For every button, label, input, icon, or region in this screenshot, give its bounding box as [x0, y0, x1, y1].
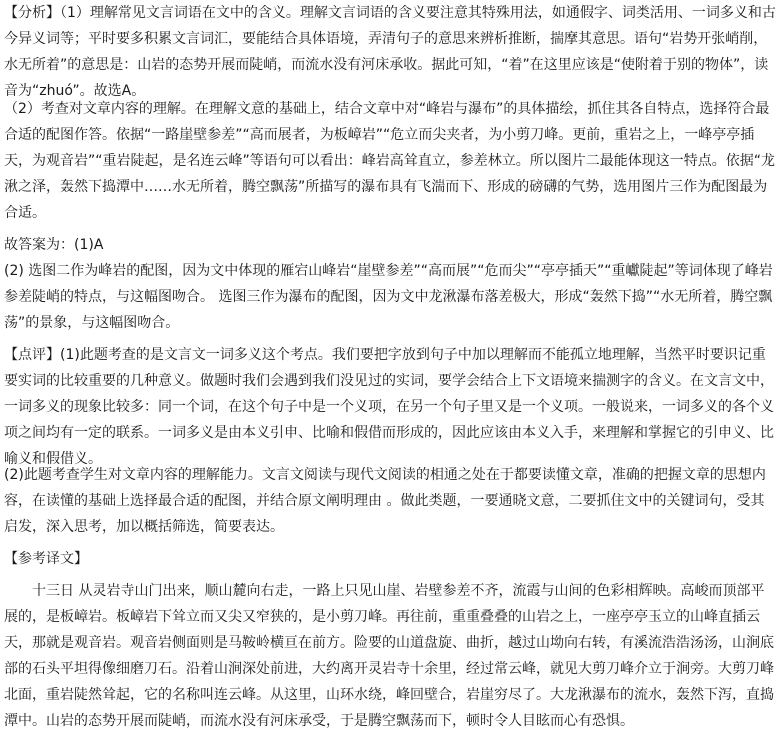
analysis-paragraph-1: 【分析】（1）理解常见文言词语在文中的含义。理解文言词语的含义要注意其特殊用法，如通假字、词类活用、一词多义和古今异义词等；平时要多积累文言词汇，要能结合具体语境，弄清句子的意思来辨析推断，揣摩其意思。语句“岩势开张峭削，水无所着”的意思是：山岩的态势开展而陡峭，而流水没有河床承收。据此可知，“着”在这里应该是“使附着于别的物体”，读音为“zhuó”。故选A。 [4, 5, 776, 99]
comment-paragraph-1: 【点评】(1)此题考查的是文言文一词多义这个考点。我们要把字放到句子中加以理解而不能孤立地理解，当然平时要识记重要实词的比较重要的几种意义。做题时我们会遇到我们没见过的实词，要学会结合上下文语境来揣测字的含义。在文言文中，一词多义的现象比较多：同一个词，在这个句子中是一个义项，在另一个句子里又是一个义项。一般说来，一词多义的各个义项之间均有一定的联系。一词多义是由本义引申、比喻和假借而形成的，因此应该由本义入手，来理解和掌握它的引申义、比喻义和假借义。 [4, 347, 774, 467]
comment-paragraph-2: (2)此题考查学生对文章内容的理解能力。文言文阅读与现代文阅读的相通之处在于都要读懂文章，准确的把握文章的思想内容，在读懂的基础上选择最合适的配图，并结合原文阐明理由 。做此类题，一要通晓文意，二要抓住文中的关键词句，受其启发，深入思考，加以概括筛选，简要表达。 [4, 467, 766, 535]
answer-line-1: 故答案为：(1)A [4, 237, 104, 253]
answer-paragraph-2: (2) 选图二作为峰岩的配图，因为文中体现的雁宕山峰岩“崖壁参差”“高而展”“危而尖”“亭亭插天”“重巘陡起”等词体现了峰岩参差陡峭的特点，与这幅图吻合。 选图三作为瀑布的配图，因为文中龙湫瀑布落差极大，形成“轰然下捣”“水无所着，腾空飘荡”的景象，与这幅图吻合。 [4, 263, 773, 331]
translation-heading: 【参考译文】 [4, 551, 88, 567]
translation-body: 十三日 从灵岩寺山门出来，顺山麓向右走，一路上只见山崖、岩壁参差不齐，流霞与山间的色彩相辉映。高峻而顶部平展的，是板嶂岩。板嶂岩下耸立而又尖又窄狭的，是小剪刀峰。再往前，重重叠叠的山岩之上，一座亭亭玉立的山峰直插云天，那就是观音岩。观音岩侧面则是马鞍岭横亘在前方。险要的山道盘旋、曲折，越过山坳向右转，有溪流浩浩汤汤，山涧底部的石头平坦得像细磨刀石。沿着山涧深处前进，大约离开灵岩寺十余里，经过常云峰，就见大剪刀峰介立于涧旁。大剪刀峰北面，重岩陡然耸起，它的名称叫连云峰。从这里，山环水绕，峰回壁合，岩崖穷尽了。大龙湫瀑布的流水，轰然下泻，直捣潭中。山岩的态势开展而陡峭，而流水没有河床承受，于是腾空飘荡而下，顿时令人目眩而心有恐惧。 [4, 583, 774, 729]
analysis-paragraph-2: （2）考查对文章内容的理解。在理解文意的基础上，结合文章中对“峰岩与瀑布”的具体描绘，抓住其各自特点，选择符合最合适的配图作答。依据“一路崖壁参差”“高而展者，为板嶂岩”“危立而尖夹者，为小剪刀峰。更前，重岩之上，一峰亭亭插天，为观音岩”“重岩陡起，是名连云峰”等语句可以看出：峰岩高耸直立，参差林立。所以图片二最能体现这一特点。依据“龙湫之泽，轰然下捣潭中……水无所着，腾空飘荡”所描写的瀑布具有飞湍而下、形成的磅礴的气势，选用图片三作为配图最为合适。 [4, 101, 776, 221]
